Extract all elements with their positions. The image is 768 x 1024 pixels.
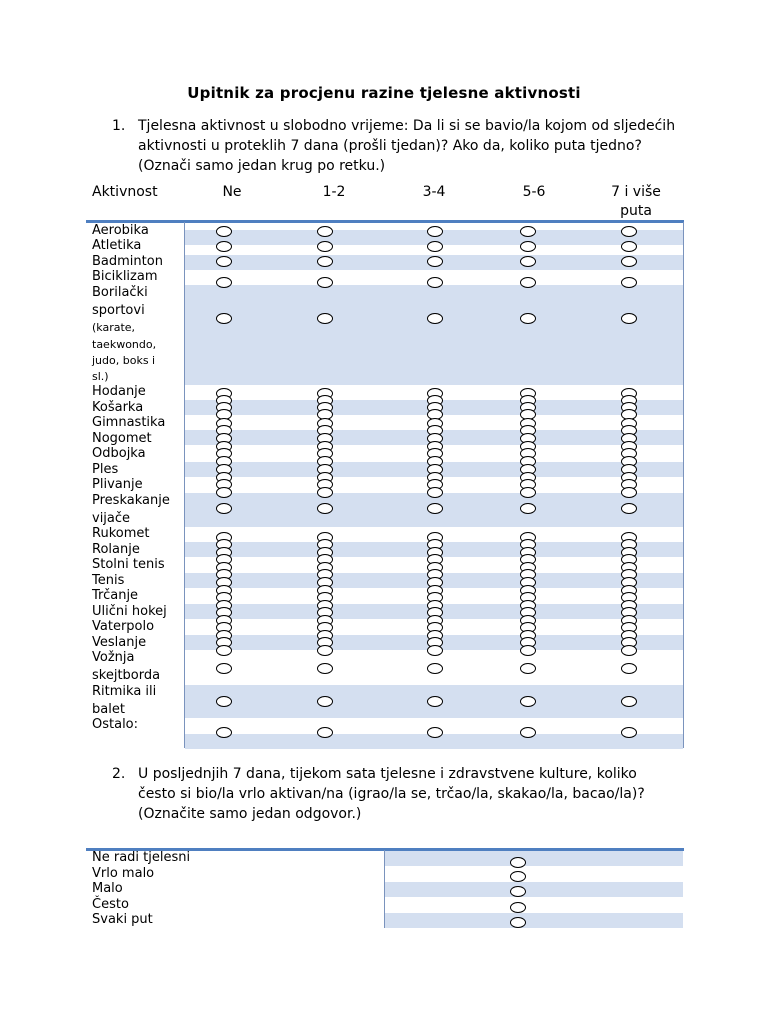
frequency-radio[interactable]: [621, 256, 637, 267]
frequency-radio[interactable]: [427, 696, 443, 707]
row-shading: [384, 882, 683, 897]
frequency-radio[interactable]: [621, 277, 637, 288]
frequency-radio[interactable]: [216, 487, 232, 498]
answer-label: Svaki put: [92, 912, 153, 927]
col-header-7-plus: 7 i više: [611, 184, 661, 200]
frequency-radio[interactable]: [520, 727, 536, 738]
activity-label: Atletika: [92, 238, 142, 253]
frequency-radio[interactable]: [317, 696, 333, 707]
frequency-radio[interactable]: [520, 256, 536, 267]
activity-label: sportovi: [92, 303, 145, 318]
frequency-radio[interactable]: [216, 313, 232, 324]
frequency-radio[interactable]: [427, 503, 443, 514]
frequency-radio[interactable]: [621, 241, 637, 252]
row-shading: [384, 913, 683, 928]
frequency-radio[interactable]: [427, 313, 443, 324]
frequency-radio[interactable]: [427, 645, 443, 656]
frequency-radio[interactable]: [317, 645, 333, 656]
activity-label: Košarka: [92, 400, 144, 415]
col-header-activity: Aktivnost: [92, 184, 158, 200]
answer-label: Vrlo malo: [92, 866, 155, 881]
frequency-radio[interactable]: [427, 241, 443, 252]
answer-radio[interactable]: [510, 902, 526, 913]
table-divider: [384, 850, 385, 928]
frequency-radio[interactable]: [621, 313, 637, 324]
activity-label: taekwondo,: [92, 338, 157, 351]
activity-label: Vožnja: [92, 650, 135, 665]
activity-label: Preskakanje: [92, 493, 170, 508]
col-header-ne: Ne: [222, 184, 242, 200]
col-header-3-4: 3-4: [422, 184, 446, 200]
answer-radio[interactable]: [510, 917, 526, 928]
frequency-radio[interactable]: [520, 313, 536, 324]
activity-label: Ulični hokej: [92, 604, 167, 619]
frequency-radio[interactable]: [317, 256, 333, 267]
activity-label: sl.): [92, 370, 109, 383]
activity-label: Veslanje: [92, 635, 147, 650]
frequency-radio[interactable]: [520, 696, 536, 707]
answer-radio[interactable]: [510, 871, 526, 882]
col-header-1-2: 1-2: [322, 184, 346, 200]
frequency-radio[interactable]: [520, 241, 536, 252]
activity-label: Gimnastika: [92, 415, 166, 430]
frequency-radio[interactable]: [621, 226, 637, 237]
frequency-radio[interactable]: [317, 727, 333, 738]
activity-label: Borilački: [92, 285, 148, 300]
activity-label: Tenis: [92, 573, 125, 588]
frequency-radio[interactable]: [427, 277, 443, 288]
frequency-radio[interactable]: [317, 503, 333, 514]
frequency-radio[interactable]: [216, 256, 232, 267]
row-shading: [384, 851, 683, 866]
frequency-radio[interactable]: [427, 487, 443, 498]
question-number: 1.: [112, 118, 126, 134]
frequency-radio[interactable]: [216, 503, 232, 514]
frequency-radio[interactable]: [520, 503, 536, 514]
frequency-radio[interactable]: [317, 487, 333, 498]
answer-radio[interactable]: [510, 857, 526, 868]
activity-label: skejtborda: [92, 668, 161, 683]
page-title: Upitnik za procjenu razine tjelesne aktivnosti: [187, 84, 581, 102]
activity-label: Aerobika: [92, 223, 149, 238]
frequency-radio[interactable]: [520, 645, 536, 656]
activity-label: Ples: [92, 462, 119, 477]
frequency-radio[interactable]: [216, 696, 232, 707]
activity-label: Stolni tenis: [92, 557, 165, 572]
activity-label: Badminton: [92, 254, 163, 269]
frequency-radio[interactable]: [427, 663, 443, 674]
frequency-radio[interactable]: [621, 696, 637, 707]
activity-label: judo, boks i: [92, 354, 156, 367]
col-header-7-plus-times: puta: [620, 203, 652, 219]
frequency-radio[interactable]: [621, 727, 637, 738]
activity-label: Odbojka: [92, 446, 146, 461]
activity-label: balet: [92, 702, 125, 717]
table-right-rule: [683, 222, 684, 748]
question-number: 2.: [112, 766, 126, 782]
activity-label: Ostalo:: [92, 717, 139, 732]
answer-radio[interactable]: [510, 886, 526, 897]
frequency-radio[interactable]: [317, 226, 333, 237]
frequency-radio[interactable]: [216, 241, 232, 252]
frequency-radio[interactable]: [520, 487, 536, 498]
frequency-radio[interactable]: [216, 226, 232, 237]
frequency-radio[interactable]: [317, 663, 333, 674]
activity-label: (karate,: [92, 321, 136, 334]
frequency-radio[interactable]: [317, 277, 333, 288]
frequency-radio[interactable]: [317, 313, 333, 324]
frequency-radio[interactable]: [621, 663, 637, 674]
answer-label: Malo: [92, 881, 123, 896]
activity-label: Ritmika ili: [92, 684, 157, 699]
frequency-radio[interactable]: [317, 241, 333, 252]
frequency-radio[interactable]: [621, 503, 637, 514]
activity-label: vijače: [92, 511, 131, 526]
frequency-radio[interactable]: [427, 256, 443, 267]
activity-label: Plivanje: [92, 477, 143, 492]
frequency-radio[interactable]: [216, 645, 232, 656]
activity-label: Rolanje: [92, 542, 140, 557]
frequency-radio[interactable]: [621, 645, 637, 656]
frequency-radio[interactable]: [216, 277, 232, 288]
question-text: Tjelesna aktivnost u slobodno vrijeme: Da li si se bavio/la kojom od sljedećih aktivnosti u proteklih 7 dana (prošli tjedan)? Ako da, koliko puta tjedno? (Označi samo jedan krug po retku.): [138, 118, 676, 174]
activity-label: Nogomet: [92, 431, 152, 446]
activity-label: Vaterpolo: [92, 619, 155, 634]
frequency-radio[interactable]: [621, 487, 637, 498]
frequency-radio[interactable]: [520, 226, 536, 237]
answer-label: Često: [92, 897, 129, 912]
frequency-radio[interactable]: [216, 663, 232, 674]
frequency-radio[interactable]: [520, 663, 536, 674]
frequency-radio[interactable]: [427, 226, 443, 237]
frequency-radio[interactable]: [520, 277, 536, 288]
frequency-radio[interactable]: [216, 727, 232, 738]
row-shading: [185, 285, 683, 385]
answer-label: Ne radi tjelesni: [92, 850, 191, 865]
frequency-radio[interactable]: [427, 727, 443, 738]
question-text: U posljednjih 7 dana, tijekom sata tjelesne i zdravstvene kulture, koliko često si bio/la vrlo aktivan/na (igrao/la se, trčao/la, skakao/la, bacao/la)? (Označite samo jedan odgovor.): [138, 766, 645, 822]
activity-label: Rukomet: [92, 526, 150, 541]
activity-label: Biciklizam: [92, 269, 158, 284]
activity-label: Trčanje: [92, 588, 139, 603]
activity-label: Hodanje: [92, 384, 146, 399]
col-header-5-6: 5-6: [522, 184, 546, 200]
